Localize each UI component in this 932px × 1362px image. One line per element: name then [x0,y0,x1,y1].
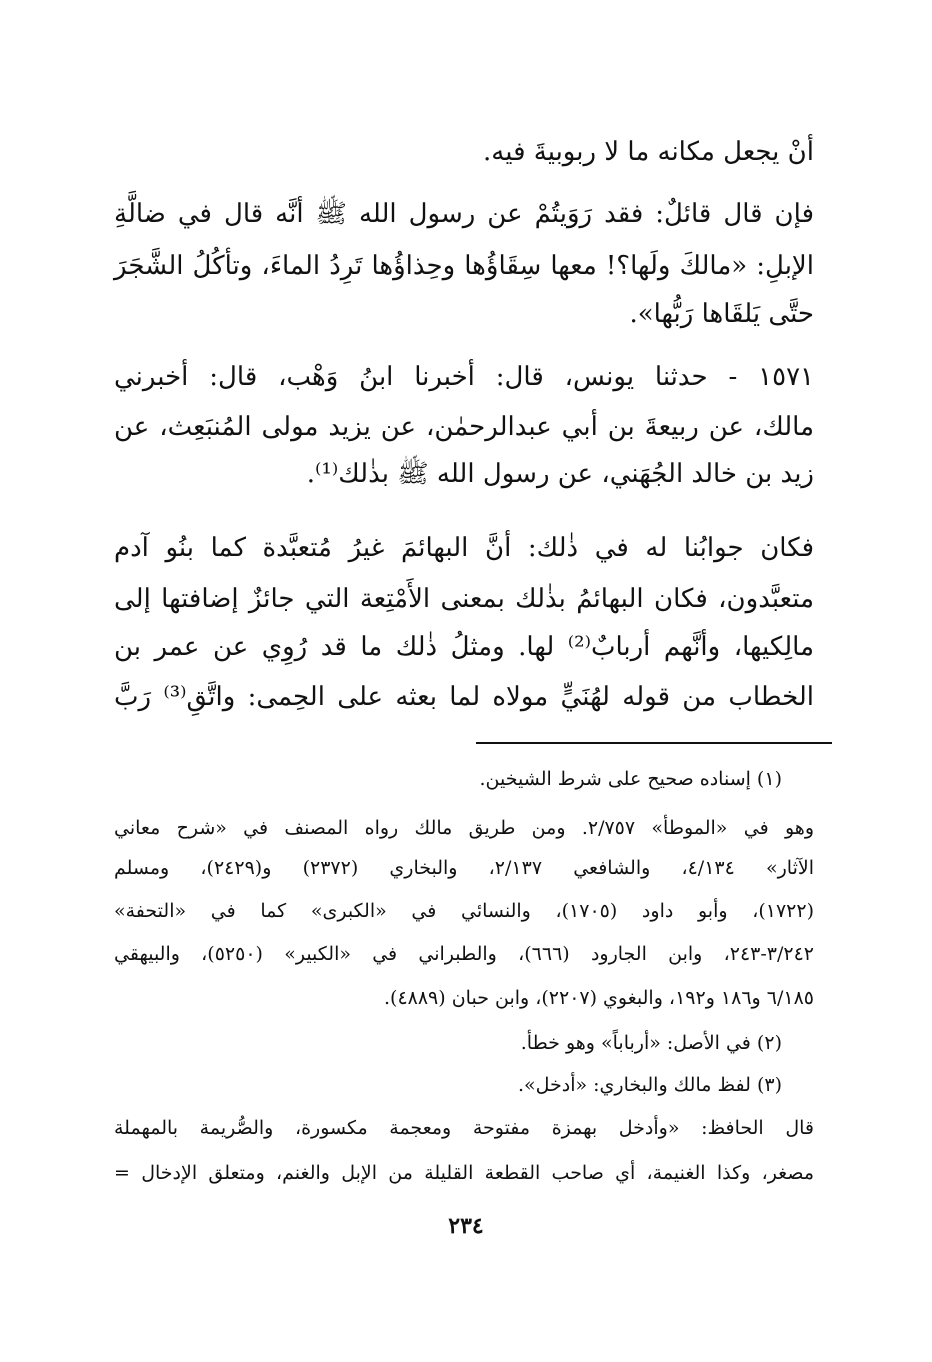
footnote-1-line-3: الآثار» ٤/١٣٤، والشافعي ٢/١٣٧، والبخاري (٢٣٧٢) و(٢٤٢٩)، ومسلم [114,857,814,879]
page-number: ٢٣٤ [448,1213,484,1239]
footnote-1-line-6: ٦/١٨٥ و١٨٦ و١٩٢، والبغوي (٢٢٠٧)، وابن حبان (٤٨٨٩). [383,987,814,1009]
footnote-2: (٢) في الأصل: «أرباباً» وهو خطأ. [520,1032,782,1054]
main-text-line-3: الإبلِ: «مالكَ ولَها؟! معها سِقَاؤُها وحِذاؤُها تَرِدُ الماءَ، وتأكُلُ الشَّجَرَ [114,251,814,281]
answer-line-1: فكان جوابُنا له في ذٰلك: أنَّ البهائمَ غيرُ مُتعبَّدة كما بنُو آدم [114,533,814,563]
answer-line-3: مالِكيها، وأنَّهم أربابٌ⁽²⁾ لها. ومثلُ ذٰلك ما قد رُوِي عن عمر بن [114,632,814,662]
hadith-line-1: ١٥٧١ - حدثنا يونس، قال: أخبرنا ابنُ وَهْب، قال: أخبرني [114,362,814,392]
answer-line-2: متعبَّدون، فكان البهائمُ بذٰلك بمعنى الأَمْتِعة التي جائزٌ إضافتها إلى [114,584,814,614]
hadith-line-3: زيد بن خالد الجُهَني، عن رسول الله ﷺ بذٰلك⁽¹⁾. [306,459,814,489]
main-text-line-1: أنْ يجعل مكانه ما لا ربوبيةَ فيه. [483,137,814,167]
footnote-3-line-2: قال الحافظ: «وأدخل بهمزة مفتوحة ومعجمة مكسورة، والصُّريمة بالمهملة [114,1117,814,1139]
answer-line-4: الخطاب من قوله لهُنَيٍّ مولاه لما بعثه على الحِمى: واتَّقِ⁽³⁾ رَبَّ [114,682,814,712]
main-text-line-4: حتَّى يَلقَاها رَبُّها». [629,299,814,329]
footnote-1-line-5: ٣/٢٤٢-٢٤٣، وابن الجارود (٦٦٦)، والطبراني في «الكبير» (٥٢٥٠)، والبيهقي [114,943,815,965]
main-text-line-2: فإن قال قائلٌ: فقد رَوَيتُمْ عن رسول الله ﷺ أنَّه قال في ضالَّةِ [114,199,814,229]
footnote-divider [476,742,832,744]
footnote-3: (٣) لفظ مالك والبخاري: «أدخل». [517,1074,782,1096]
hadith-line-2: مالك، عن ربيعةَ بن أبي عبدالرحمٰن، عن يزيد مولى المُنبَعِث، عن [114,412,814,442]
footnote-1-line-2: وهو في «الموطأ» ٢/٧٥٧. ومن طريق مالك رواه المصنف في «شرح معاني [114,817,814,839]
footnote-1: (١) إسناده صحيح على شرط الشيخين. [479,768,782,790]
footnote-3-line-3: مصغر، وكذا الغنيمة، أي صاحب القطعة القليلة من الإبل والغنم، ومتعلق الإدخال = [114,1162,814,1184]
footnote-1-line-4: (١٧٢٢)، وأبو داود (١٧٠٥)، والنسائي في «الكبرى» كما في «التحفة» [114,900,814,922]
